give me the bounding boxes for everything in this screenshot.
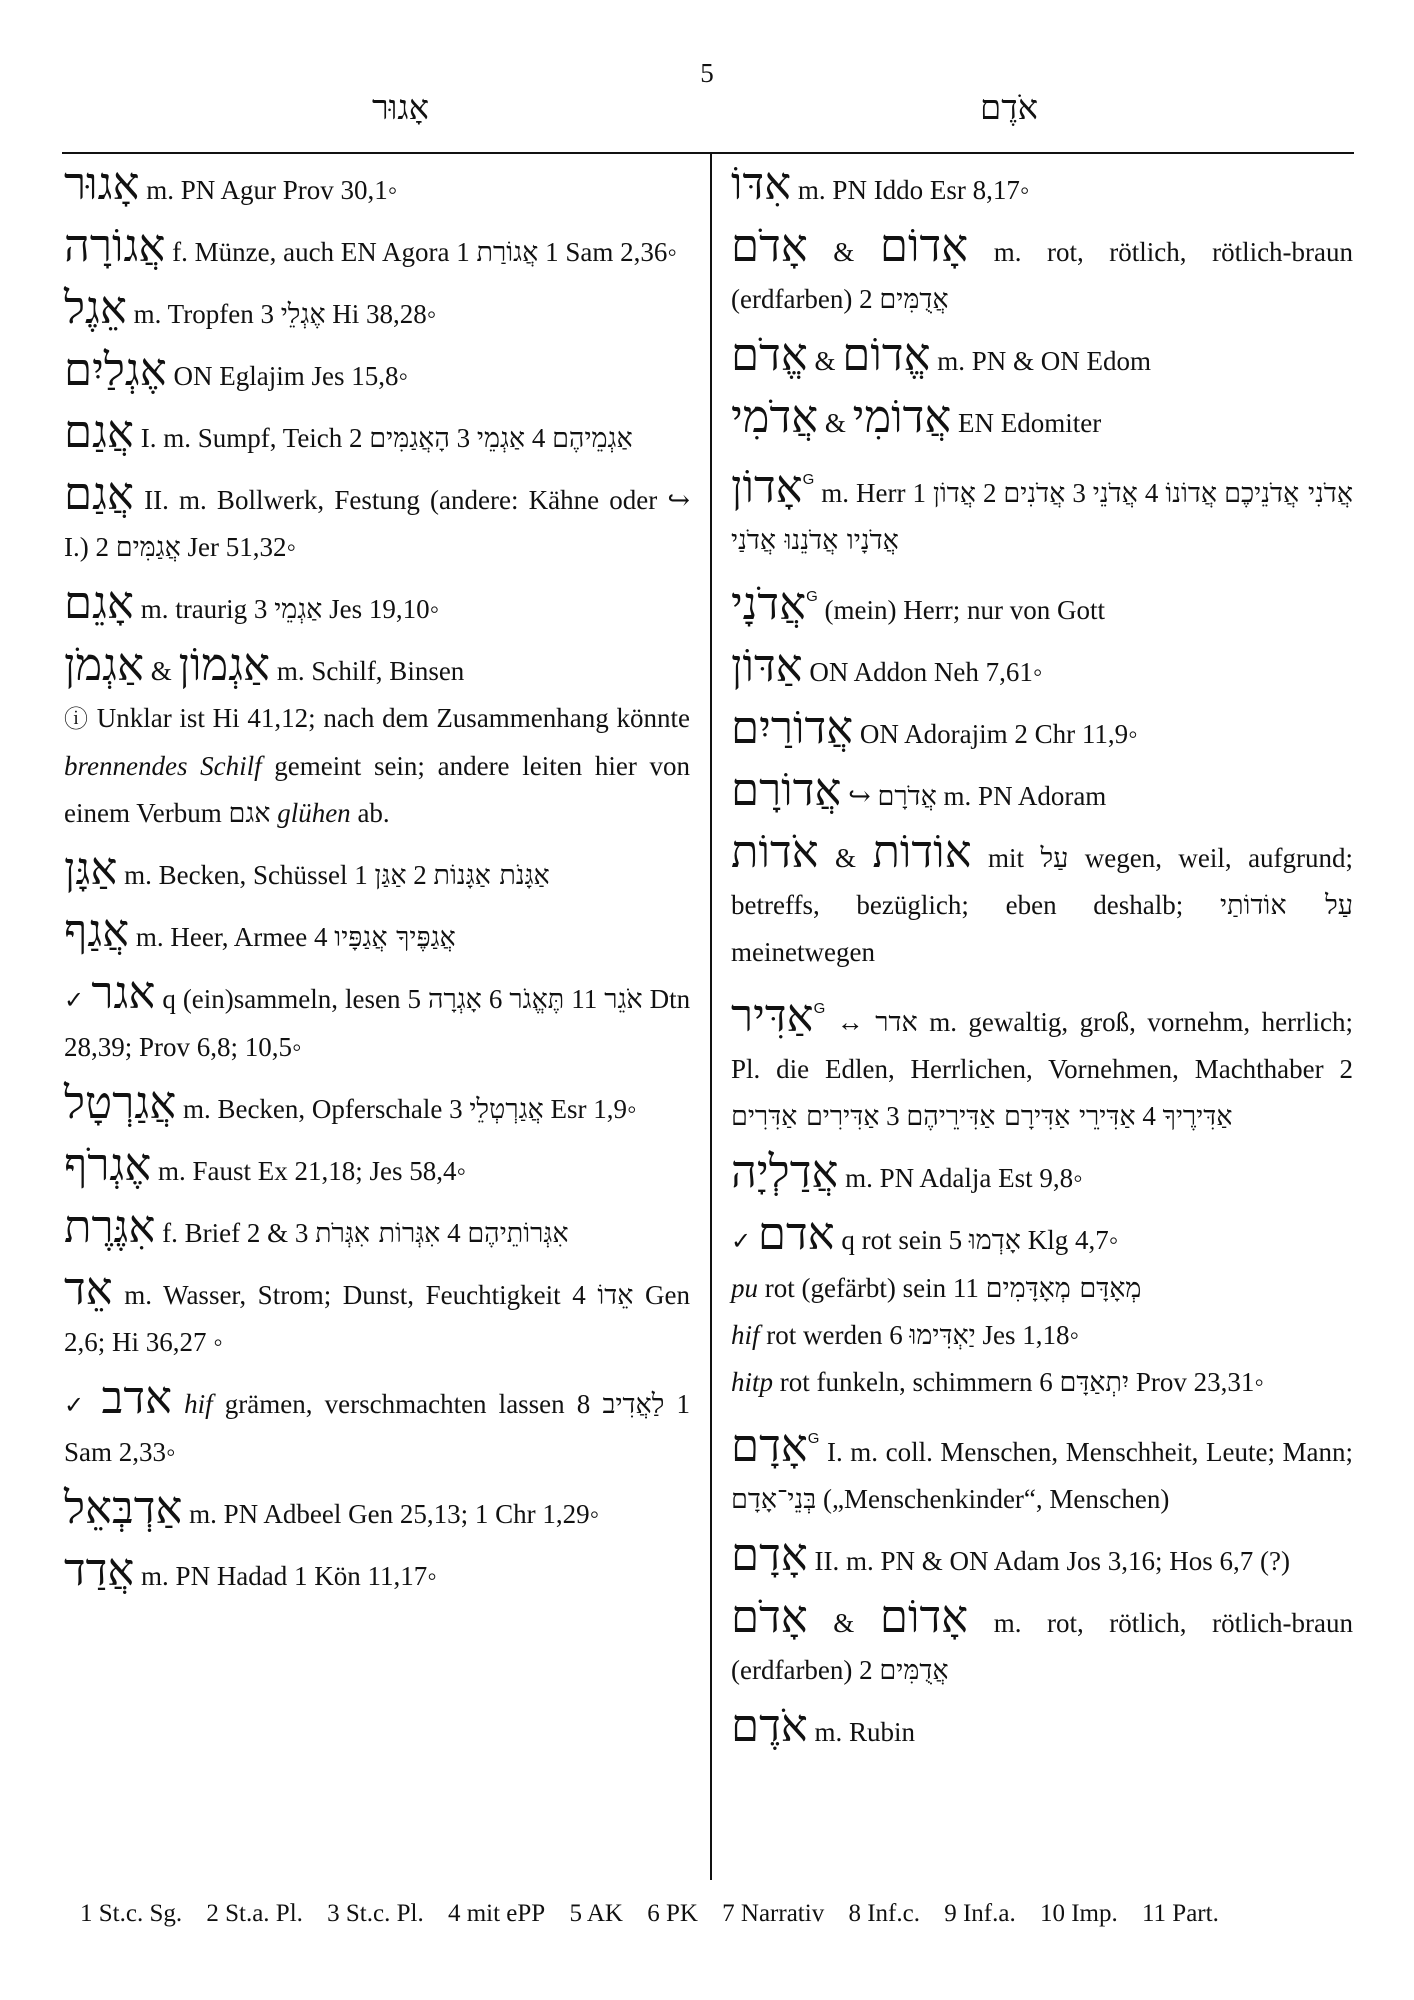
hebrew-form: יַאְדִּימוּ [909,1320,976,1351]
entry-line [731,1359,1353,1406]
entry-headword: אֲדוֹרַיִם [731,701,854,754]
entry-headword: אֲדוֹרָם [731,763,842,816]
hebrew-form: אַגַּן [374,860,407,891]
legend-item: 10 Imp. [1039,1900,1118,1927]
entry-headword: אֵגֶל [64,281,127,334]
hebrew-form: עַל [1040,843,1069,874]
entry-text: m. rot, rötlich, rötlich-braun (erdfarben) 2 [731,237,1354,314]
hebrew-form: אֲדוֹן [932,478,976,509]
dictionary-entry [64,1200,690,1257]
entry-reference: Klg 4,7◦ [1027,1225,1119,1255]
arrow-icon: ↔ [836,1007,864,1037]
entry-text: 4 [1144,478,1159,508]
legend-item: 1 St.c. Sg. [80,1900,183,1927]
entry-text: 3 [1072,478,1086,508]
abbreviation-legend [80,1900,1360,1928]
dictionary-entry [731,157,1353,214]
page-number: 5 [700,58,714,88]
entry-text: m. Becken, Opferschale 3 [182,1094,463,1124]
dictionary-entry [64,1138,690,1195]
hebrew-form: אָגְרָה [427,984,482,1015]
entry-text: ON Adorajim 2 Chr 11,9◦ [859,719,1138,749]
entry-text: EN Edomiter [958,408,1102,438]
hebrew-form: אִגְּרוֹתֵיהֶם [467,1218,569,1249]
dictionary-entry [64,405,690,462]
entry-text: 4 [1142,1101,1156,1131]
dictionary-entry [731,1590,1354,1694]
dictionary-entry [64,1262,691,1366]
entry-headword: אָדָם [731,1528,808,1581]
dictionary-entry [731,328,1353,385]
arrow-icon: ↪ [848,781,871,811]
superscript-marker: G [802,471,815,488]
entry-text: 2 [982,478,997,508]
entry-headword: אֲדֹמִי [731,390,819,443]
entry-text: 3 [456,423,471,453]
entry-reference: 1 Sam 2,36◦ [545,237,677,267]
ampersand: & [835,843,857,873]
root-form: אדר [875,1007,918,1038]
info-note [64,695,690,837]
checkmark-icon: ✓ [64,1391,90,1419]
entry-headword-variant: אוֹדוֹת [872,825,972,878]
entry-reference: Prov 23,31◦ [1135,1367,1264,1397]
entry-headword-variant: אֲדוֹמִי [852,390,952,443]
entry-text: f. Brief 2 & 3 [162,1218,309,1248]
entry-headword: אֲגַף [64,904,130,957]
entry-text: m. Faust Ex 21,18; Jes 58,4◦ [158,1156,467,1186]
dictionary-entry [731,1207,1353,1406]
dictionary-entry [64,638,691,837]
entry-headword: אָדוֹן [731,460,803,513]
dictionary-entry [731,573,1353,634]
entry-text: m. Wasser, Strom; Dunst, Feuchtigkeit 4 [124,1280,586,1310]
dictionary-entry [64,1371,691,1476]
entry-text: 3 [886,1101,900,1131]
entry-text: rot werden 6 [766,1320,903,1350]
entry-reference: Jer 51,32◦ [187,532,297,562]
legend-item: 3 St.c. Pl. [327,1900,424,1927]
entry-reference: Gen 2,6; Hi 36,27 ◦ [64,1280,691,1357]
entry-headword: אָדֹם [731,219,808,272]
entry-text: m. PN Adalja Est 9,8◦ [845,1163,1083,1193]
entry-text: m. PN Iddo Esr 8,17◦ [797,175,1030,205]
dictionary-entry [731,1145,1353,1202]
entry-text: m. PN Adbeel Gen 25,13; 1 Chr 1,29◦ [189,1499,600,1529]
entry-headword-variant: אֱדוֹם [842,328,931,381]
dictionary-entry [64,1481,690,1538]
dictionary-entry [64,1076,690,1133]
entry-headword: אַדִּיר [731,989,814,1042]
legend-item: 7 Narrativ [722,1900,825,1927]
entry-headword: אַדּוֹן [731,639,803,692]
dictionary-entry [64,966,691,1071]
entry-headword: אֶגְרֹף [64,1138,152,1191]
note-italic: brennendes Schilf [64,751,262,781]
entry-text: 4 [531,423,546,453]
entry-headword: אֲגוֹרָה [64,219,166,272]
dictionary-entry [731,219,1354,323]
entry-text: 4 [447,1218,461,1248]
ampersand: & [150,656,172,686]
entry-text: rot (gefärbt) sein 11 [764,1273,979,1303]
dictionary-entry [731,1699,1353,1756]
hebrew-form: אֹגֵר [604,984,643,1015]
dictionary-entry [731,763,1353,820]
hebrew-form: אֲדֻמִּים [879,284,949,315]
hebrew-form: אֲגַפֶּיךָ אֲגַפָּיו [334,922,456,953]
hebrew-form: אַדִּירִים אַדִּרִים [731,1101,880,1132]
entry-text: 2 [413,860,427,890]
entry-text: m. PN Agur Prov 30,1◦ [146,175,398,205]
entry-text: mit [988,843,1025,873]
entry-text: (mein) Herr; nur von Gott [824,595,1105,625]
entry-text: m. Rubin [814,1717,915,1747]
entry-line [731,1312,1353,1359]
hebrew-form: אַגְמֵי [476,423,526,454]
entry-headword: אֹדֶם [731,1699,808,1752]
entry-text: m. Heer, Armee 4 [135,922,328,952]
hebrew-form: יִתְאַדָּם [1059,1367,1130,1398]
hebrew-form: אֲדֹנֵי [1092,478,1138,509]
entry-headword: אֲגַרְטָל [64,1076,177,1129]
hebrew-form: אָדְמוּ [968,1225,1021,1256]
entry-headword: אַדְבְּאֵל [64,1481,183,1534]
note-text: Unklar ist Hi 41,12; nach dem Zusammenhang könnte [96,703,690,733]
hebrew-form: בְּנֵי־אָדָם [731,1484,817,1515]
entry-text: m. PN & ON Edom [937,346,1152,376]
hebrew-form: אֲגַמִּים [115,532,181,563]
note-text: ab. [357,798,390,828]
entry-text: m. PN Adoram [943,781,1107,811]
entry-headword: אֵד [64,1262,113,1315]
dictionary-entry [64,281,690,338]
superscript-marker: G [807,1430,820,1447]
hebrew-form: אִגְּרוֹת אִגְּרֹת [315,1218,441,1249]
entry-reference: Esr 1,9◦ [550,1094,637,1124]
entry-text: wegen, weil, aufgrund; betreffs, bezüglich; eben deshalb; [731,843,1354,920]
dictionary-entry [64,842,690,899]
entry-headword: אֲדַד [64,1543,135,1596]
legend-item: 5 AK [569,1900,623,1927]
entry-headword: אָגֵם [64,576,134,629]
entry-headword: אָגוּר [64,157,140,210]
entry-text: q rot sein 5 [841,1225,963,1255]
checkmark-icon: ✓ [731,1227,752,1255]
entry-reference: 1 Sam 2,33◦ [64,1389,691,1467]
hebrew-form: הָאֲגַמִּים [369,423,450,454]
entry-reference: Hi 38,28◦ [332,299,437,329]
superscript-marker: G [806,588,818,605]
dictionary-entry [64,343,690,400]
column-divider [710,152,712,1880]
entry-stem: hif [731,1320,760,1350]
hebrew-form: אֲדֻמִּים [879,1655,949,1686]
hebrew-form: אַדִּירֵי אַדִּירָם אַדִּירֵיהֶם [906,1101,1136,1132]
dictionary-entry [731,1415,1353,1523]
entry-text: m. PN Hadad 1 Kön 11,17◦ [141,1561,437,1591]
hebrew-form: אגם [228,798,271,829]
dictionary-entry [731,1528,1353,1585]
superscript-marker: G [813,1000,826,1017]
entry-text: rot funkeln, schimmern 6 [779,1367,1053,1397]
dictionary-entry [731,390,1353,447]
checkmark-icon: ✓ [64,986,85,1014]
entry-line [731,1265,1353,1312]
entry-headword: אֲגַם [64,405,134,458]
entry-text: m. traurig 3 [140,594,268,624]
dictionary-entry [731,985,1353,1140]
entry-text: q (ein)sammeln, lesen 5 [162,984,421,1014]
dictionary-entry [64,576,690,633]
entry-text: I. m. Sumpf, Teich 2 [140,423,363,453]
hebrew-form: תֶּאֱגֹר [509,984,565,1015]
entry-text: m. Tropfen 3 [133,299,274,329]
entry-text: ON Eglajim Jes 15,8◦ [173,361,409,391]
hebrew-form: אַגָּנֹת אַגָּנוֹת [433,860,550,891]
dictionary-entry [64,157,690,214]
hebrew-form: עַל אוֹדוֹתַי [1219,890,1353,921]
hebrew-form: אַגְמֵיהֶם [552,423,633,454]
entry-headword-variant: אָדוֹם [879,1590,969,1643]
dictionary-entry [64,467,691,571]
entry-headword: אדב [101,1371,172,1424]
ampersand: & [814,346,836,376]
entry-text: II. m. PN & ON Adam Jos 3,16; Hos 6,7 (?) [814,1546,1290,1576]
ampersand: & [833,1608,855,1638]
entry-headword: אגר [91,966,156,1019]
entry-stem: hitp [731,1367,774,1397]
hebrew-form: אֵדוֹ [597,1280,634,1311]
legend-item: 2 St.a. Pl. [206,1900,303,1927]
hebrew-form: אֲדֹרָם [877,781,937,812]
right-column [731,152,1353,1756]
legend-item: 8 Inf.c. [848,1900,920,1927]
entry-headword: אַגָּן [64,842,118,895]
hebrew-form: לַאֲדִיב [602,1389,665,1420]
entry-text: m. Herr 1 [821,478,926,508]
entry-text: m. Schilf, Binsen [276,656,465,686]
entry-headword: אִדּוֹ [731,157,792,210]
hebrew-form: מְאָדָּם מְאָדָּמִים [985,1273,1142,1304]
entry-headword: אֲדֹנָי [731,577,807,630]
hebrew-form: אַגְמֵי [274,594,323,625]
entry-headword-variant: אָדוֹם [879,219,969,272]
dictionary-entry [731,825,1354,976]
dictionary-entry [64,904,690,961]
entry-text: II. m. Bollwerk, Festung (andere: Kähne oder ↪ I.) 2 [64,485,691,562]
legend-item: 11 Part. [1141,1900,1219,1927]
hebrew-form: אֲדֹנִים [1003,478,1066,509]
entry-text: („Menschenkinder“, Menschen) [823,1484,1170,1514]
entry-reference: Jes 19,10◦ [329,594,440,624]
entry-headword: אָדֹם [731,1590,808,1643]
entry-headword: אֲדַלְיָה [731,1145,839,1198]
hebrew-form: אַדִּירֶיךָ [1162,1101,1233,1132]
note-text: gemeint sein; andere leiten hier von einem Verbum [64,751,691,828]
left-column [64,152,690,1600]
info-circle-icon: ⓘ [64,705,89,733]
entry-text: meinetwegen [731,937,875,967]
entry-text: ON Addon Neh 7,61◦ [809,657,1043,687]
entry-headword: אַגְמֹן [64,638,145,691]
entry-headword: אֶגְלַיִם [64,343,167,396]
entry-reference: Jes 1,18◦ [982,1320,1080,1350]
ampersand: & [833,237,855,267]
entry-text: grämen, verschmachten lassen 8 [224,1389,591,1419]
hebrew-form: אֲדֹנִי אֲדֹנֵיכֶם אֲדֹנָיו אֲדֹנֵנוּ אֲדֹנַי [731,478,1354,556]
legend-item: 6 PK [647,1900,698,1927]
entry-text: f. Münze, auch EN Agora 1 [172,237,470,267]
entry-headword: אֱדֹם [731,328,808,381]
running-header-right: אֹדֶם [980,88,1038,128]
entry-stem: pu [731,1273,758,1303]
entry-headword: אֹדוֹת [731,825,819,878]
dictionary-entry [64,1543,690,1600]
entry-line [731,1207,1353,1265]
entry-text: 11 [571,984,598,1014]
dictionary-entry [731,456,1353,564]
entry-text: 6 [488,984,503,1014]
legend-item: 4 mit ePP [447,1900,546,1927]
hebrew-form: אֲגַרְטְלֵי [469,1094,544,1125]
entry-text: m. Becken, Schüssel 1 [124,860,368,890]
entry-headword: אִגֶּרֶת [64,1200,156,1253]
entry-text: I. m. coll. Menschen, Menschheit, Leute; Mann; [826,1437,1354,1467]
ampersand: & [824,408,846,438]
dictionary-entry [731,701,1353,758]
entry-headword: אֲגַם [64,467,134,520]
hebrew-form: אֶגְלֵי [280,299,326,330]
running-header-left: אָגוּר [372,88,430,128]
hebrew-form: אֲדוֹנוֹ [1165,478,1218,509]
hebrew-form: אֲגוֹרַת [476,237,539,268]
legend-item: 9 Inf.a. [944,1900,1016,1927]
entry-text: m. gewaltig, groß, vornehm, herrlich; Pl. die Edlen, Herrlichen, Vornehmen, Machthaber 2 [731,1007,1354,1084]
entry-headword: אָדָם [731,1419,808,1472]
entry-headword: אדם [757,1207,835,1260]
dictionary-entry [64,219,690,276]
dictionary-entry [731,639,1353,696]
note-italic: glühen [277,798,351,828]
entry-reference: Dtn 28,39; Prov 6,8; 10,5◦ [64,984,691,1062]
entry-text: m. rot, rötlich, rötlich-braun (erdfarben) 2 [731,1608,1354,1685]
entry-headword-variant: אַגְמוֹן [178,638,271,691]
entry-stem: hif [184,1389,213,1419]
